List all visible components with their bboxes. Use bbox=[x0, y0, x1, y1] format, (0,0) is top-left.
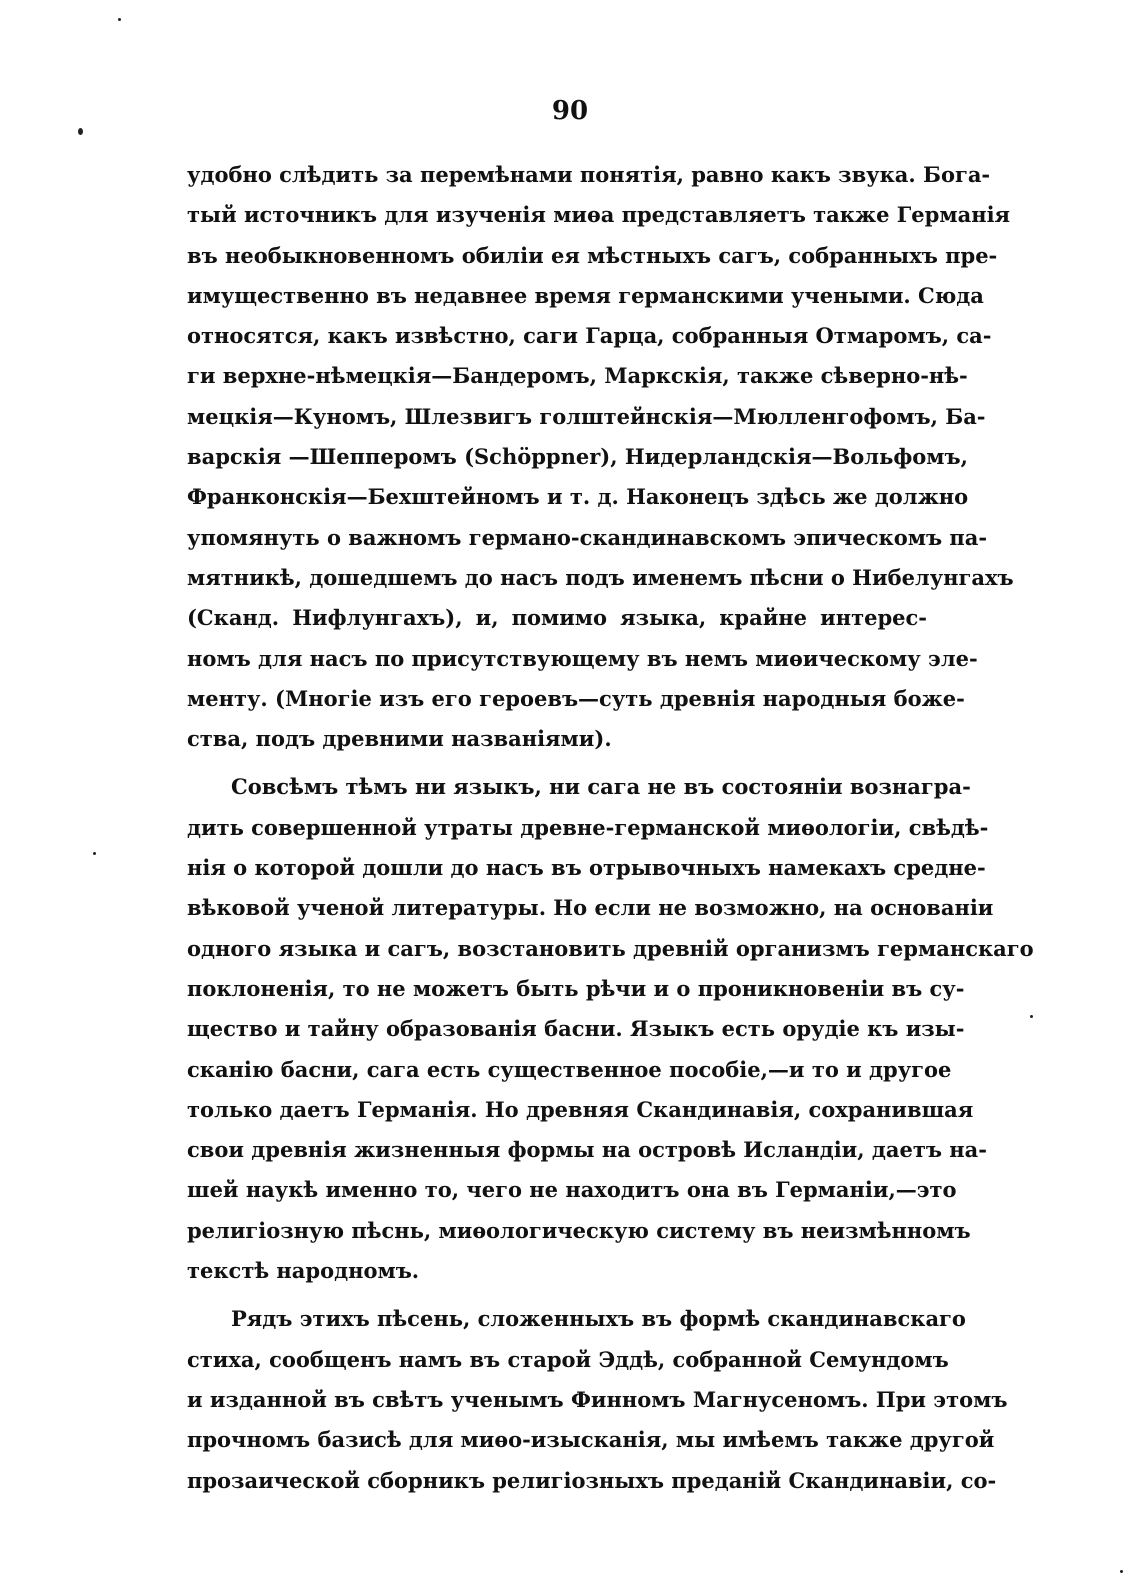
text-line: Франконскія—Бехштейномъ и т. д. Наконецъ здѣсь же должно bbox=[187, 484, 969, 510]
text-line: мецкія—Куномъ, Шлезвигъ голштейнскія—Мюлленгофомъ, Ба- bbox=[187, 403, 986, 429]
print-speck bbox=[1120, 1570, 1123, 1573]
print-speck bbox=[1030, 1015, 1033, 1018]
text-line: Совсѣмъ тѣмъ ни языкъ, ни сага не въ состояніи вознагра- bbox=[231, 774, 971, 800]
print-speck bbox=[78, 128, 83, 135]
text-line: упомянуть о важномъ германо-скандинавскомъ эпическомъ па- bbox=[187, 524, 988, 550]
text-line: свои древнія жизненныя формы на островѣ Исландіи, даетъ на- bbox=[187, 1137, 987, 1163]
text-line: прочномъ базисѣ для миѳо-изысканія, мы имѣемъ также другой bbox=[187, 1427, 995, 1453]
text-line: удобно слѣдить за перемѣнами понятія, равно какъ звука. Бога- bbox=[187, 162, 991, 187]
text-line: тый источникъ для изученія миѳа представляетъ также Германія bbox=[187, 202, 1011, 228]
paragraph bbox=[187, 155, 1014, 759]
text-line: щество и тайну образованія басни. Языкъ есть орудіе къ изы- bbox=[187, 1016, 965, 1042]
text-line: номъ для насъ по присутствующему въ немъ миѳическому эле- bbox=[187, 645, 978, 671]
text-line: (Сканд. Нифлунгахъ), и, помимо языка, крайне интерес- bbox=[187, 605, 927, 631]
print-speck bbox=[93, 852, 96, 855]
text-line: одного языка и сагъ, возстановить древній организмъ германскаго bbox=[187, 935, 1034, 961]
text-line: текстѣ народномъ. bbox=[187, 1258, 420, 1284]
text-line: менту. (Многіе изъ его героевъ—суть древнія народныя боже- bbox=[187, 685, 965, 711]
text-line: шей наукѣ именно то, чего не находитъ она въ Германіи,—это bbox=[187, 1177, 957, 1203]
text-line: сканію басни, сага есть существенное пособіе,—и то и другое bbox=[187, 1056, 952, 1082]
text-line: нія о которой дошли до насъ въ отрывочныхъ намекахъ средне- bbox=[187, 855, 986, 881]
body-text bbox=[187, 155, 1034, 1509]
text-line: стиха, сообщенъ намъ въ старой Эддѣ, собранной Семундомъ bbox=[187, 1346, 949, 1372]
text-line: и изданной въ свѣтъ ученымъ Финномъ Магнусеномъ. При этомъ bbox=[187, 1386, 1008, 1412]
text-line: религіозную пѣснь, миѳологическую систему въ неизмѣнномъ bbox=[187, 1217, 971, 1243]
text-line: ги верхне-нѣмецкія—Бандеромъ, Маркскія, также сѣверно-нѣ- bbox=[187, 363, 968, 389]
text-line: варскія —Шеппеpомъ (Schöppner), Нидерландскія—Вольфомъ, bbox=[187, 444, 968, 470]
text-line: мятникѣ, дошедшемъ до насъ подъ именемъ пѣсни о Нибелунгахъ bbox=[187, 564, 1014, 590]
print-speck bbox=[118, 18, 121, 21]
text-line: дить совершенной утраты древне-германской миѳологіи, свѣдѣ- bbox=[187, 814, 989, 840]
text-line: прозаической сборникъ религіозныхъ преданій Скандинавіи, со- bbox=[187, 1467, 997, 1493]
text-line: имущественно въ недавнее время германскими учеными. Сюда bbox=[187, 282, 984, 308]
text-line: ства, подъ древними названіями). bbox=[187, 726, 612, 752]
paragraph bbox=[187, 767, 1034, 1291]
page-number: 90 bbox=[551, 96, 589, 126]
text-line: поклоненія, то не можетъ быть рѣчи и о проникновеніи въ су- bbox=[187, 975, 965, 1001]
text-line: вѣковой ученой литературы. Но если не возможно, на основаніи bbox=[187, 895, 994, 921]
text-line: относятся, какъ извѣстно, саги Гарца, собранныя Отмаромъ, са- bbox=[187, 323, 992, 349]
text-line: въ необыкновенномъ обиліи ея мѣстныхъ сагъ, собранныхъ пре- bbox=[187, 242, 998, 268]
text-line: Рядъ этихъ пѣсень, сложенныхъ въ формѣ скандинавскаго bbox=[231, 1306, 966, 1332]
paragraph bbox=[187, 1299, 1008, 1500]
text-line: только даетъ Германія. Но древняя Скандинавія, сохранившая bbox=[187, 1096, 974, 1122]
